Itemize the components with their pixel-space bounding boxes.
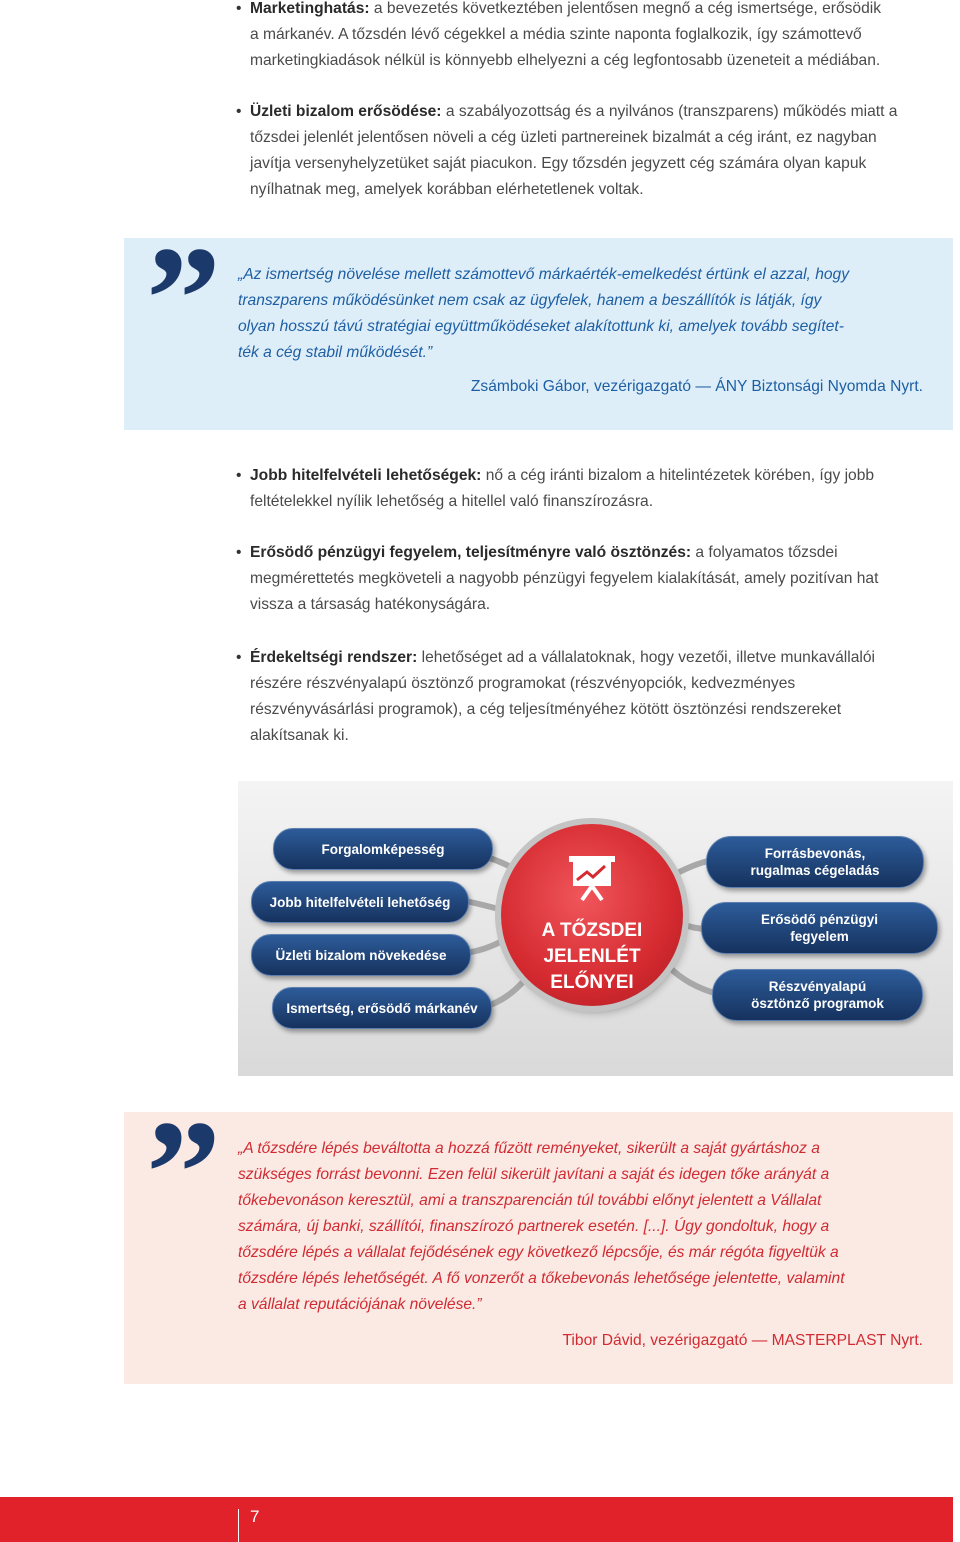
quote-line: tőkebevonáson keresztül, ami a transzparencián túl további előnyt jelentett a Vállalat xyxy=(238,1192,822,1209)
center-circle xyxy=(501,824,683,1006)
quote-line: számára, új banki, szállítói, finanszírozó partnerek esetén. [...]. Úgy gondoltuk, hogy a xyxy=(238,1218,830,1235)
pill-tradability: Forgalomképesség xyxy=(273,828,493,870)
bullet-term: Üzleti bizalom erősödése: xyxy=(250,103,442,120)
bullet-text-line: marketingkiadások nélkül is könnyebb elhelyezni a cég legfontosabb üzeneteit a médiában. xyxy=(250,52,881,69)
page-footer xyxy=(0,1497,953,1542)
bullet-text-line: vissza a társaság hatékonyságára. xyxy=(250,596,491,613)
presentation-chart-icon xyxy=(565,850,619,904)
quote-line: „A tőzsdére lépés beváltotta a hozzá fűzött reményeket, sikerült a saját gyártáshoz a xyxy=(238,1140,820,1157)
bullet-business-trust xyxy=(236,99,948,203)
footer-divider xyxy=(238,1509,239,1542)
benefits-diagram xyxy=(238,781,953,1076)
bullet-marketing xyxy=(236,0,948,74)
quote-text xyxy=(238,262,928,366)
quote-author: Zsámboki Gábor, vezérigazgató — ÁNY Biztonsági Nyomda Nyrt. xyxy=(470,378,923,395)
bullet-text-line: javítja versenyhelyzetüket saját piacukon. Egy tőzsdén jegyzett cég számára olyan kapuk xyxy=(250,155,867,172)
quote-line: olyan hosszú távú stratégiai együttműködéseket alakítottunk ki, amelyek tovább segítet- xyxy=(238,318,844,335)
bullet-dot: • xyxy=(236,467,242,484)
pill-credit: Jobb hitelfelvételi lehetőség xyxy=(251,881,469,923)
bullet-text-line: megmérettetés megköveteli a nagyobb pénzügyi fegyelem kialakítását, amely pozitívan hat xyxy=(250,570,879,587)
quote-line: tőzsdére lépés a vállalat fejődésének egy következő lépcsője, és már régóta figyeltük a xyxy=(238,1244,839,1261)
quote-text xyxy=(238,1136,928,1318)
bullet-text-line: a folyamatos tőzsdei xyxy=(691,544,838,561)
bullet-term: Marketinghatás: xyxy=(250,0,370,17)
bullet-credit xyxy=(236,463,948,515)
bullet-dot: • xyxy=(236,0,242,17)
pill-trust: Üzleti bizalom növekedése xyxy=(251,934,471,976)
bullet-term: Érdekeltségi rendszer: xyxy=(250,649,418,666)
bullet-text-line: nő a cég iránti bizalom a hitelintézetek körében, így jobb xyxy=(481,467,875,484)
pill-brand: Ismertség, erősödő márkanév xyxy=(272,987,492,1029)
bullet-dot: • xyxy=(236,649,242,666)
quote-line: tőzsdére lépés lehetőségét. A fő vonzerőt a tőkebevonás lehetősége jelentette, valamint xyxy=(238,1270,845,1287)
bullet-text-line: alakítsanak ki. xyxy=(250,727,349,744)
pill-share-incentive: Részvényalapú ösztönző programok xyxy=(712,969,923,1021)
quote-box-any xyxy=(124,216,953,430)
quote-line: ték a cég stabil működését.” xyxy=(238,344,433,361)
bullet-text-line: a bevezetés következtében jelentősen megnő a cég ismertsége, erősödik xyxy=(369,0,882,17)
page-number: 7 xyxy=(250,1507,260,1526)
bullet-dot: • xyxy=(236,544,242,561)
bullet-text-line: nyílhatnak meg, amelyek korábban elérhetetlenek voltak. xyxy=(250,181,644,198)
bullet-dot: • xyxy=(236,103,242,120)
bullet-term: Erősödő pénzügyi fegyelem, teljesítményre való ösztönzés: xyxy=(250,544,692,561)
center-title: A TŐZSDEI JELENLÉT ELŐNYEI xyxy=(541,920,643,993)
bullet-term: Jobb hitelfelvételi lehetőségek: xyxy=(250,467,482,484)
bullet-text-line: részére részvényalapú ösztönző programokat (részvényopciók, kedvezményes xyxy=(250,675,796,692)
bullet-text-line: feltételekkel nyílik lehetőség a hitellel való finanszírozásra. xyxy=(250,493,654,510)
quote-line: transzparens működésünket nem csak az ügyfelek, hanem a beszállítók is látják, így xyxy=(238,292,822,309)
pill-financial-discipline: Erősödő pénzügyi fegyelem xyxy=(701,902,938,954)
quote-mark-icon: ” xyxy=(146,216,215,382)
bullet-text-line: részvényvásárlási programok), a cég teljesítményéhez kötött ösztönzési rendszereket xyxy=(250,701,842,718)
bullet-text-line: a szabályozottság és a nyilvános (transzparens) működés miatt a xyxy=(441,103,898,120)
bullet-text-line: a márkanév. A tőzsdén lévő cégekkel a média szinte naponta foglalkozik, így számottevő xyxy=(250,26,862,43)
quote-box-masterplast xyxy=(124,1090,953,1384)
quote-mark-icon: ” xyxy=(146,1090,215,1256)
quote-line: „Az ismertség növelése mellett számottevő márkaérték-emelkedést értünk el azzal, hogy xyxy=(238,266,850,283)
quote-line: a vállalat reputációjának növelése.” xyxy=(238,1296,482,1313)
quote-line: szükséges forrást bevonni. Ezen felül sikerült javítani a saját és idegen tőke arányát a xyxy=(238,1166,830,1183)
bullet-text-line: tőzsdei jelenlét jelentősen növeli a cég üzleti partnereinek bizalmát a cég iránt, ez nagyban xyxy=(250,129,877,146)
quote-author: Tibor Dávid, vezérigazgató — MASTERPLAST Nyrt. xyxy=(562,1332,923,1349)
bullet-discipline xyxy=(236,540,948,618)
bullet-text-line: lehetőséget ad a vállalatoknak, hogy vezetői, illetve munkavállalói xyxy=(417,649,875,666)
bullet-incentive xyxy=(236,645,948,749)
pill-funding: Forrásbevonás, rugalmas cégeladás xyxy=(706,836,924,888)
